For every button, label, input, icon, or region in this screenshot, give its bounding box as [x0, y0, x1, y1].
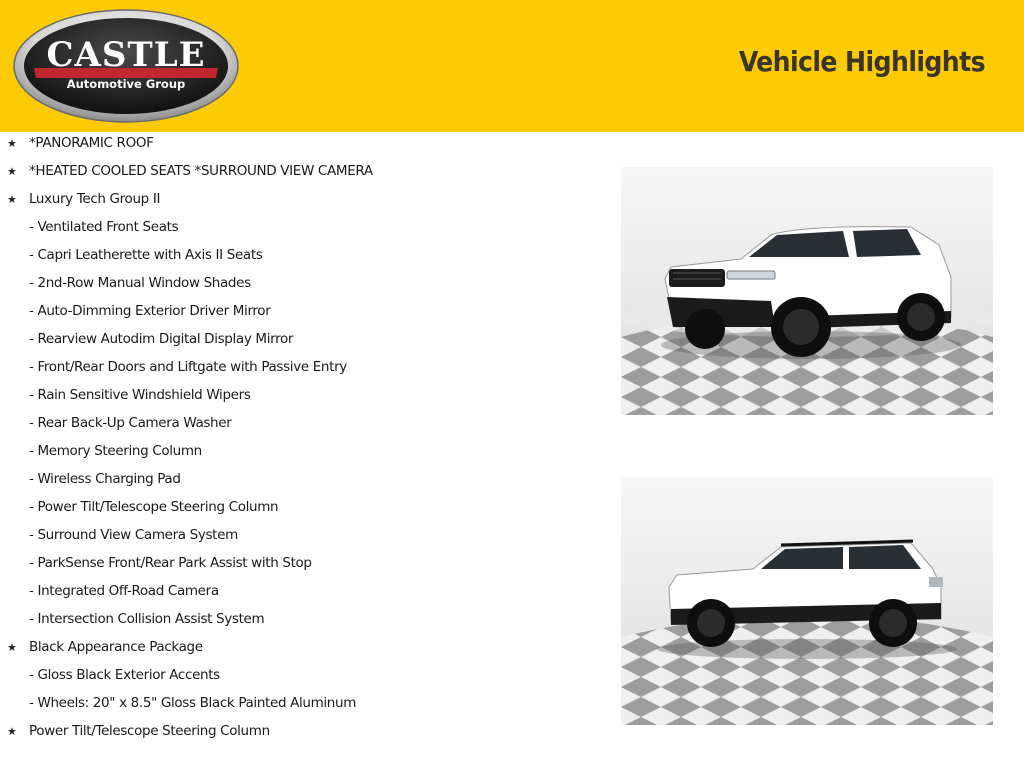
- feature-text: - Surround View Camera System: [29, 527, 238, 543]
- page-title: Vehicle Highlights: [738, 45, 985, 78]
- feature-item: [0, 441, 600, 469]
- vehicle-photo-front: [621, 167, 993, 415]
- feature-item: [0, 273, 600, 301]
- feature-text: - Power Tilt/Telescope Steering Column: [29, 499, 279, 515]
- feature-item: [0, 161, 600, 189]
- feature-text: - Intersection Collision Assist System: [29, 611, 265, 627]
- feature-item: [0, 693, 600, 721]
- feature-item: [0, 525, 600, 553]
- feature-item: [0, 721, 600, 749]
- feature-item: [0, 301, 600, 329]
- feature-item: [0, 469, 600, 497]
- feature-item: [0, 245, 600, 273]
- star-bullet-icon: ★: [7, 725, 17, 738]
- feature-text: - Auto-Dimming Exterior Driver Mirror: [29, 303, 271, 319]
- castle-logo: [12, 8, 240, 124]
- feature-item: [0, 665, 600, 693]
- feature-item: [0, 497, 600, 525]
- feature-text: - Wireless Charging Pad: [29, 471, 181, 487]
- feature-text: - Rear Back-Up Camera Washer: [29, 415, 232, 431]
- feature-text: Black Appearance Package: [29, 639, 203, 655]
- feature-item: [0, 609, 600, 637]
- feature-text: - Rain Sensitive Windshield Wipers: [29, 387, 251, 403]
- feature-text: - Integrated Off-Road Camera: [29, 583, 219, 599]
- feature-item: [0, 189, 600, 217]
- feature-text: - Capri Leatherette with Axis II Seats: [29, 247, 263, 263]
- feature-list: [0, 133, 600, 749]
- feature-text: Luxury Tech Group II: [29, 191, 161, 207]
- feature-text: *PANORAMIC ROOF: [29, 135, 154, 151]
- feature-text: - 2nd-Row Manual Window Shades: [29, 275, 251, 291]
- logo-subtitle-text: Automotive Group: [66, 77, 186, 91]
- feature-text: - Wheels: 20" x 8.5" Gloss Black Painted Aluminum: [29, 695, 357, 711]
- feature-item: [0, 133, 600, 161]
- feature-text: *HEATED COOLED SEATS *SURROUND VIEW CAMERA: [29, 163, 373, 179]
- feature-item: [0, 581, 600, 609]
- feature-item: [0, 413, 600, 441]
- star-bullet-icon: ★: [7, 193, 17, 206]
- feature-text: Power Tilt/Telescope Steering Column: [29, 723, 270, 739]
- feature-item: [0, 637, 600, 665]
- feature-text: - ParkSense Front/Rear Park Assist with Stop: [29, 555, 312, 571]
- feature-text: - Memory Steering Column: [29, 443, 202, 459]
- feature-item: [0, 217, 600, 245]
- header-banner: [0, 0, 1024, 132]
- star-bullet-icon: ★: [7, 165, 17, 178]
- feature-item: [0, 329, 600, 357]
- feature-text: - Rearview Autodim Digital Display Mirror: [29, 331, 294, 347]
- feature-item: [0, 385, 600, 413]
- feature-text: - Gloss Black Exterior Accents: [29, 667, 220, 683]
- vehicle-photo-side: [621, 477, 993, 725]
- feature-text: - Ventilated Front Seats: [29, 219, 179, 235]
- feature-text: - Front/Rear Doors and Liftgate with Passive Entry: [29, 359, 347, 375]
- feature-item: [0, 357, 600, 385]
- star-bullet-icon: ★: [7, 641, 17, 654]
- logo-brand-text: CASTLE: [46, 35, 206, 75]
- star-bullet-icon: ★: [7, 137, 17, 150]
- feature-item: [0, 553, 600, 581]
